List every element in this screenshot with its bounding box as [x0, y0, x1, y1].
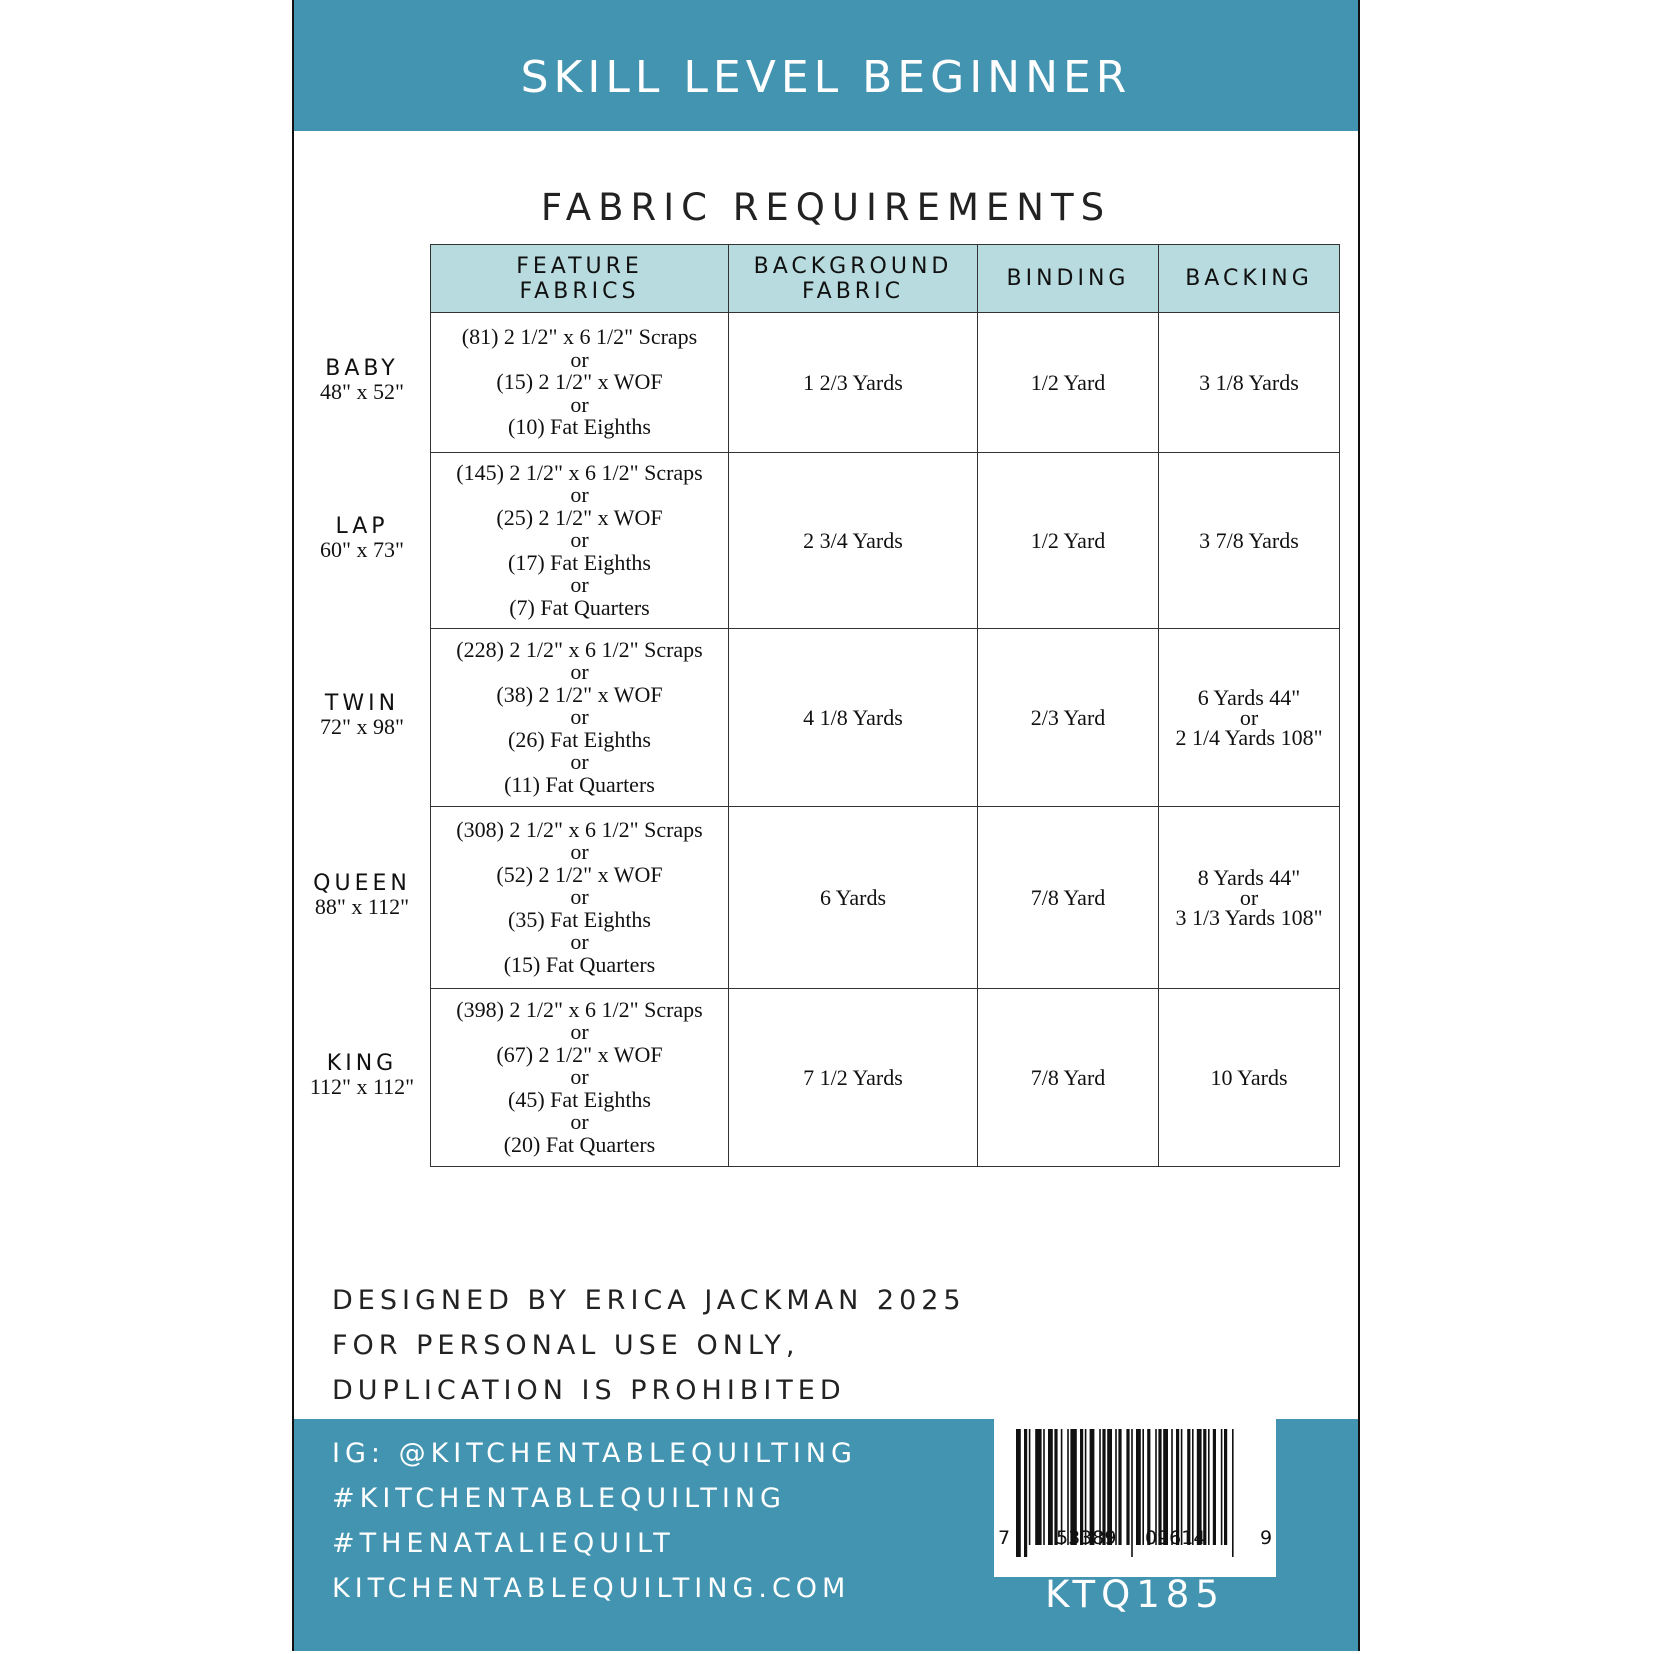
- designer-notice: [332, 1278, 966, 1413]
- feature-fabric-line: (145) 2 1/2" x 6 1/2" Scraps: [456, 459, 703, 485]
- table-row: [431, 453, 1340, 629]
- size-label: [294, 357, 430, 403]
- binding-cell: 1/2 Yard: [978, 313, 1159, 453]
- feature-fabrics-cell: [431, 807, 729, 989]
- barcode: [994, 1407, 1276, 1577]
- feature-fabric-line: or: [570, 1019, 589, 1045]
- feature-fabric-line: (25) 2 1/2" x WOF: [496, 504, 663, 530]
- binding-cell: 7/8 Yard: [978, 807, 1159, 989]
- feature-fabric-line: (67) 2 1/2" x WOF: [496, 1041, 663, 1067]
- feature-fabrics-cell: [431, 313, 729, 453]
- feature-fabric-line: (20) Fat Quarters: [503, 1131, 656, 1157]
- backing-line: 2 1/4 Yards 108": [1175, 724, 1323, 750]
- feature-fabric-line: or: [570, 1109, 589, 1135]
- feature-fabric-line: (10) Fat Eighths: [508, 414, 651, 440]
- table-body: [431, 313, 1340, 1167]
- size-label: [294, 872, 430, 918]
- backing-line: 3 1/3 Yards 108": [1175, 904, 1323, 930]
- backing-line: 3 1/8 Yards: [1199, 369, 1299, 395]
- size-name: QUEEN: [313, 871, 411, 896]
- backing-cell: [1159, 313, 1340, 453]
- barcode-digits: [994, 1527, 1276, 1553]
- column-header-line: BINDING: [1006, 266, 1130, 291]
- feature-fabric-line: or: [570, 482, 589, 508]
- column-header: [431, 245, 729, 313]
- feature-fabric-line: (45) Fat Eighths: [508, 1086, 651, 1112]
- feature-fabric-line: (7) Fat Quarters: [509, 594, 650, 620]
- barcode-digit-right: 09614: [1145, 1527, 1206, 1549]
- size-name: BABY: [325, 356, 399, 381]
- feature-fabrics-cell: [431, 453, 729, 629]
- fabric-requirements-table: [430, 244, 1340, 1167]
- background-fabric-cell: 2 3/4 Yards: [729, 453, 978, 629]
- background-fabric-cell: 7 1/2 Yards: [729, 989, 978, 1167]
- binding-cell: 2/3 Yard: [978, 629, 1159, 807]
- table-row: [431, 629, 1340, 807]
- feature-fabric-line: (228) 2 1/2" x 6 1/2" Scraps: [456, 636, 703, 662]
- feature-fabric-line: (15) Fat Quarters: [503, 951, 656, 977]
- feature-fabric-line: (308) 2 1/2" x 6 1/2" Scraps: [456, 816, 703, 842]
- backing-cell: [1159, 453, 1340, 629]
- feature-fabric-line: (17) Fat Eighths: [508, 549, 651, 575]
- feature-fabric-line: or: [570, 839, 589, 865]
- column-header-line: FEATURE: [516, 253, 643, 279]
- size-dimensions: 88" x 112": [314, 894, 410, 919]
- barcode-digit-prefix: 7: [998, 1527, 1011, 1549]
- feature-fabric-line: or: [570, 391, 589, 417]
- feature-fabric-line: or: [570, 346, 589, 372]
- pattern-sku: KTQ185: [1045, 1573, 1225, 1616]
- table-row: [431, 807, 1340, 989]
- bottom-band: [294, 1419, 1358, 1651]
- feature-fabric-line: (15) 2 1/2" x WOF: [496, 369, 663, 395]
- size-label: [294, 692, 430, 738]
- binding-cell: 1/2 Yard: [978, 453, 1159, 629]
- feature-fabric-line: (398) 2 1/2" x 6 1/2" Scraps: [456, 996, 703, 1022]
- feature-fabric-line: or: [570, 659, 589, 685]
- backing-line: 10 Yards: [1210, 1064, 1288, 1090]
- designed-by-line: DESIGNED BY ERICA JACKMAN 2025: [332, 1285, 966, 1316]
- feature-fabric-line: or: [570, 1064, 589, 1090]
- backing-line: or: [1239, 884, 1259, 910]
- top-band: [294, 0, 1358, 131]
- background-fabric-cell: 1 2/3 Yards: [729, 313, 978, 453]
- feature-fabric-line: (26) Fat Eighths: [508, 726, 651, 752]
- column-header-line: FABRICS: [519, 278, 640, 304]
- size-dimensions: 72" x 98": [320, 714, 404, 739]
- size-dimensions: 112" x 112": [309, 1074, 415, 1099]
- skill-level-heading: SKILL LEVEL BEGINNER: [520, 52, 1132, 103]
- social-links: [332, 1431, 857, 1611]
- barcode-digit-check: 9: [1260, 1527, 1273, 1549]
- backing-cell: [1159, 629, 1340, 807]
- feature-fabric-line: or: [570, 527, 589, 553]
- backing-cell: [1159, 807, 1340, 989]
- duplication-line: DUPLICATION IS PROHIBITED: [332, 1375, 846, 1406]
- table-header-row: [431, 245, 1340, 313]
- hashtag-kitchentablequilting: #KITCHENTABLEQUILTING: [332, 1483, 786, 1514]
- background-fabric-cell: 4 1/8 Yards: [729, 629, 978, 807]
- fabric-requirements-title: FABRIC REQUIREMENTS: [540, 186, 1112, 229]
- backing-line: 6 Yards 44": [1197, 684, 1301, 710]
- size-dimensions: 60" x 73": [320, 537, 404, 562]
- column-header: [978, 245, 1159, 313]
- feature-fabric-line: or: [570, 704, 589, 730]
- barcode-digit-left: 53389: [1056, 1527, 1117, 1549]
- feature-fabric-line: (81) 2 1/2" x 6 1/2" Scraps: [461, 324, 698, 350]
- instagram-handle: IG: @KITCHENTABLEQUILTING: [332, 1438, 857, 1469]
- feature-fabric-line: or: [570, 929, 589, 955]
- feature-fabrics-cell: [431, 989, 729, 1167]
- table-row: [431, 313, 1340, 453]
- backing-line: 8 Yards 44": [1197, 864, 1301, 890]
- size-name: LAP: [335, 514, 389, 539]
- binding-cell: 7/8 Yard: [978, 989, 1159, 1167]
- size-dimensions: 48" x 52": [320, 379, 404, 404]
- backing-line: or: [1239, 704, 1259, 730]
- backing-cell: [1159, 989, 1340, 1167]
- personal-use-line: FOR PERSONAL USE ONLY,: [332, 1330, 800, 1361]
- column-header-line: BACKING: [1185, 266, 1313, 291]
- table-row: [431, 989, 1340, 1167]
- size-label: [294, 515, 430, 561]
- column-header: [729, 245, 978, 313]
- hashtag-thenataliequilt: #THENATALIEQUILT: [332, 1528, 675, 1559]
- feature-fabric-line: (11) Fat Quarters: [504, 771, 655, 797]
- column-header-line: FABRIC: [802, 278, 904, 304]
- size-name: TWIN: [324, 691, 400, 716]
- column-header: [1159, 245, 1340, 313]
- feature-fabric-line: or: [570, 572, 589, 598]
- feature-fabrics-cell: [431, 629, 729, 807]
- background-fabric-cell: 6 Yards: [729, 807, 978, 989]
- size-name: KING: [326, 1051, 398, 1076]
- column-header-line: BACKGROUND: [753, 253, 953, 279]
- feature-fabric-line: or: [570, 749, 589, 775]
- website-url: KITCHENTABLEQUILTING.COM: [332, 1573, 851, 1604]
- backing-line: 3 7/8 Yards: [1199, 527, 1299, 553]
- feature-fabric-line: (38) 2 1/2" x WOF: [496, 681, 663, 707]
- feature-fabric-line: (35) Fat Eighths: [508, 906, 651, 932]
- feature-fabric-line: or: [570, 884, 589, 910]
- pattern-back-cover: [292, 0, 1360, 1651]
- size-label: [294, 1052, 430, 1098]
- feature-fabric-line: (52) 2 1/2" x WOF: [496, 861, 663, 887]
